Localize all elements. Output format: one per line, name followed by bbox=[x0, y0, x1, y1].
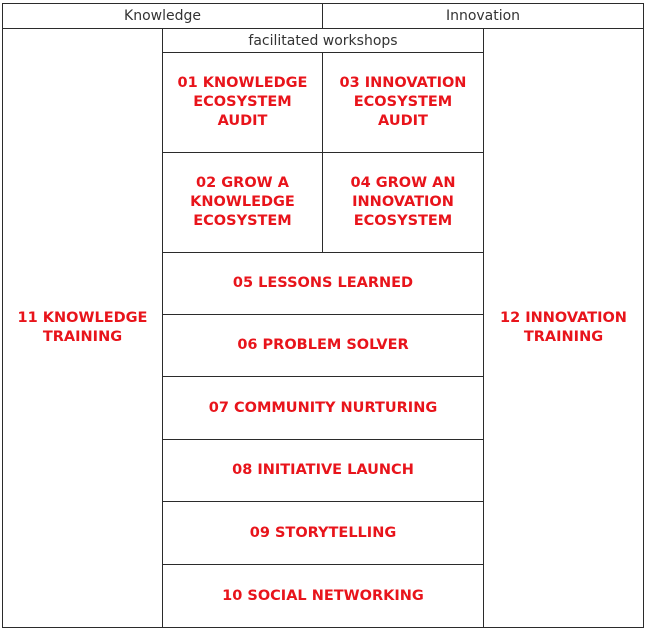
facilitated-workshops-header: facilitated workshops bbox=[162, 28, 484, 53]
knowledge-ecosystem-audit-cell: 01 KNOWLEDGE ECOSYSTEM AUDIT bbox=[162, 52, 323, 153]
grow-innovation-ecosystem-cell: 04 GROW AN INNOVATION ECOSYSTEM bbox=[322, 152, 484, 253]
initiative-launch-cell: 08 INITIATIVE LAUNCH bbox=[162, 439, 484, 502]
community-nurturing-cell: 07 COMMUNITY NURTURING bbox=[162, 376, 484, 440]
header-knowledge: Knowledge bbox=[2, 3, 323, 29]
lessons-learned-cell: 05 LESSONS LEARNED bbox=[162, 252, 484, 315]
innovation-training-cell: 12 INNOVATION TRAINING bbox=[483, 28, 644, 628]
header-innovation: Innovation bbox=[322, 3, 644, 29]
knowledge-training-cell: 11 KNOWLEDGE TRAINING bbox=[2, 28, 163, 628]
grow-knowledge-ecosystem-cell: 02 GROW A KNOWLEDGE ECOSYSTEM bbox=[162, 152, 323, 253]
storytelling-cell: 09 STORYTELLING bbox=[162, 501, 484, 565]
services-table bbox=[2, 3, 643, 629]
innovation-ecosystem-audit-cell: 03 INNOVATION ECOSYSTEM AUDIT bbox=[322, 52, 484, 153]
social-networking-cell: 10 SOCIAL NETWORKING bbox=[162, 564, 484, 628]
problem-solver-cell: 06 PROBLEM SOLVER bbox=[162, 314, 484, 377]
